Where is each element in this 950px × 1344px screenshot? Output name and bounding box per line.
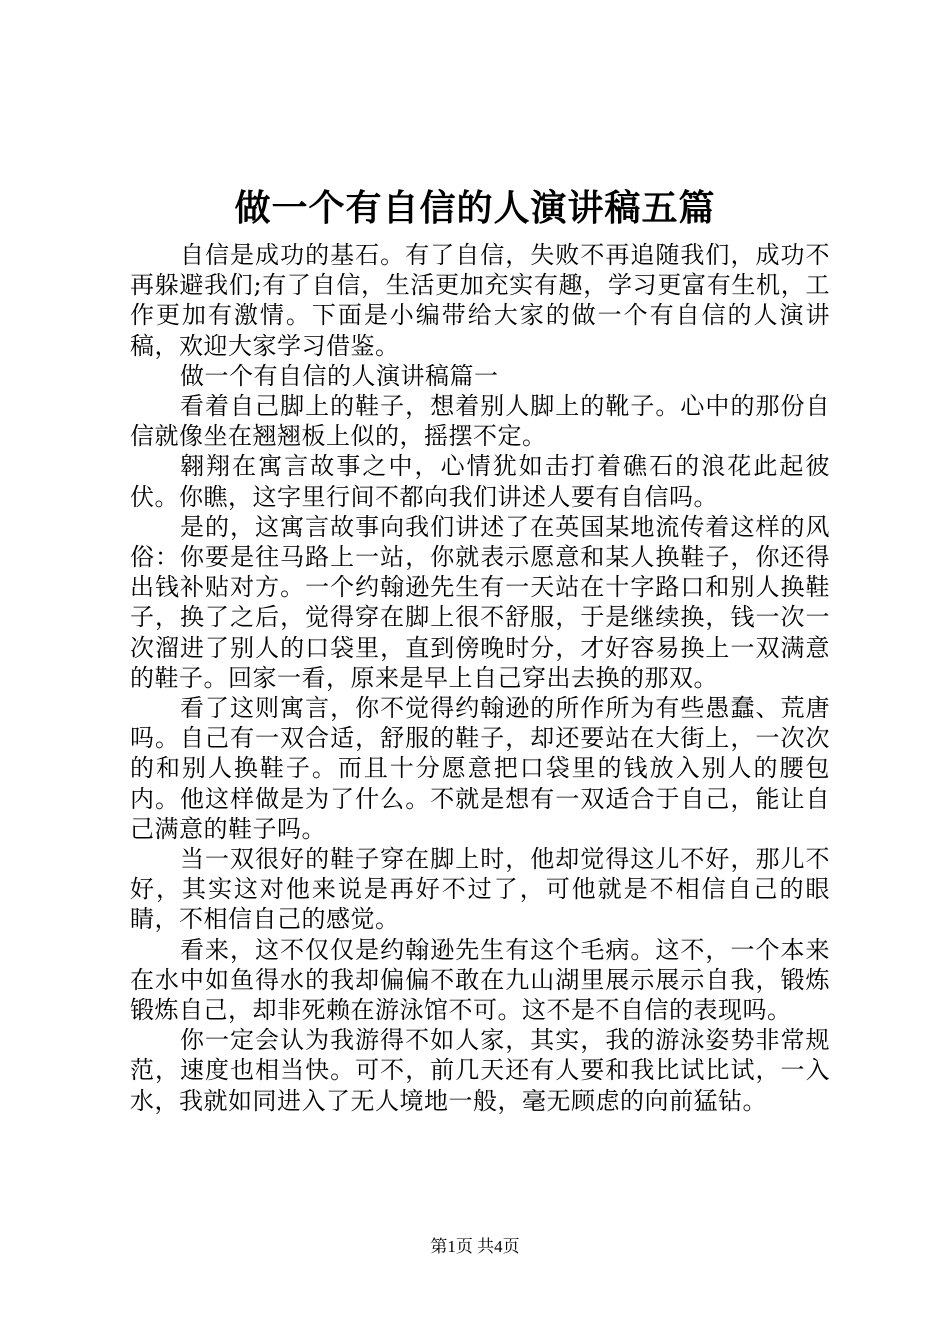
paragraph: 看着自己脚上的鞋子，想着别人脚上的靴子。心中的那份自信就像坐在翘翘板上似的，摇摆不定。 <box>130 392 830 451</box>
paragraph: 当一双很好的鞋子穿在脚上时，他却觉得这儿不好，那儿不好，其实这对他来说是再好不过了，可他就是不相信自己的眼睛，不相信自己的感觉。 <box>130 845 830 934</box>
document-title: 做一个有自信的人演讲稿五篇 <box>234 187 716 229</box>
paragraph: 你一定会认为我游得不如人家，其实，我的游泳姿势非常规范，速度也相当快。可不，前几天还有人要和我比试比试，一入水，我就如同进入了无人境地一般，毫无顾虑的向前猛钻。 <box>130 1026 830 1115</box>
page-number-footer: 第1页 共4页 <box>430 1237 520 1256</box>
paragraph: 翱翔在寓言故事之中，心情犹如击打着礁石的浪花此起彼伏。你瞧，这字里行间不都向我们讲述人要有自信吗。 <box>130 452 830 511</box>
paragraph: 是的，这寓言故事向我们讲述了在英国某地流传着这样的风俗：你要是往马路上一站，你就表示愿意和某人换鞋子，你还得出钱补贴对方。一个约翰逊先生有一天站在十字路口和别人换鞋子，换了之后，觉得穿在脚上很不舒服，于是继续换，钱一次一次溜进了别人的口袋里，直到傍晚时分，才好容易换上一双满意的鞋子。回家一看，原来是早上自己穿出去换的那双。 <box>130 512 830 692</box>
document-body <box>130 240 830 1116</box>
paragraph: 看来，这不仅仅是约翰逊先生有这个毛病。这不，一个本来在水中如鱼得水的我却偏偏不敢在九山湖里展示展示自我，锻炼锻炼自己，却非死赖在游泳馆不可。这不是不自信的表现吗。 <box>130 935 830 1025</box>
paragraph-intro: 自信是成功的基石。有了自信，失败不再追随我们，成功不再躲避我们;有了自信，生活更加充实有趣，学习更富有生机，工作更加有激情。下面是小编带给大家的做一个有自信的人演讲稿，欢迎大家学习借鉴。 <box>130 241 830 360</box>
section-heading: 做一个有自信的人演讲稿篇一 <box>180 361 499 390</box>
paragraph: 看了这则寓言，你不觉得约翰逊的所作所为有些愚蠢、荒唐吗。自己有一双合适，舒服的鞋子，却还要站在大街上，一次次的和别人换鞋子。而且十分愿意把口袋里的钱放入别人的腰包内。他这样做是为了什么。不就是想有一双适合于自己，能让自己满意的鞋子吗。 <box>130 694 830 843</box>
